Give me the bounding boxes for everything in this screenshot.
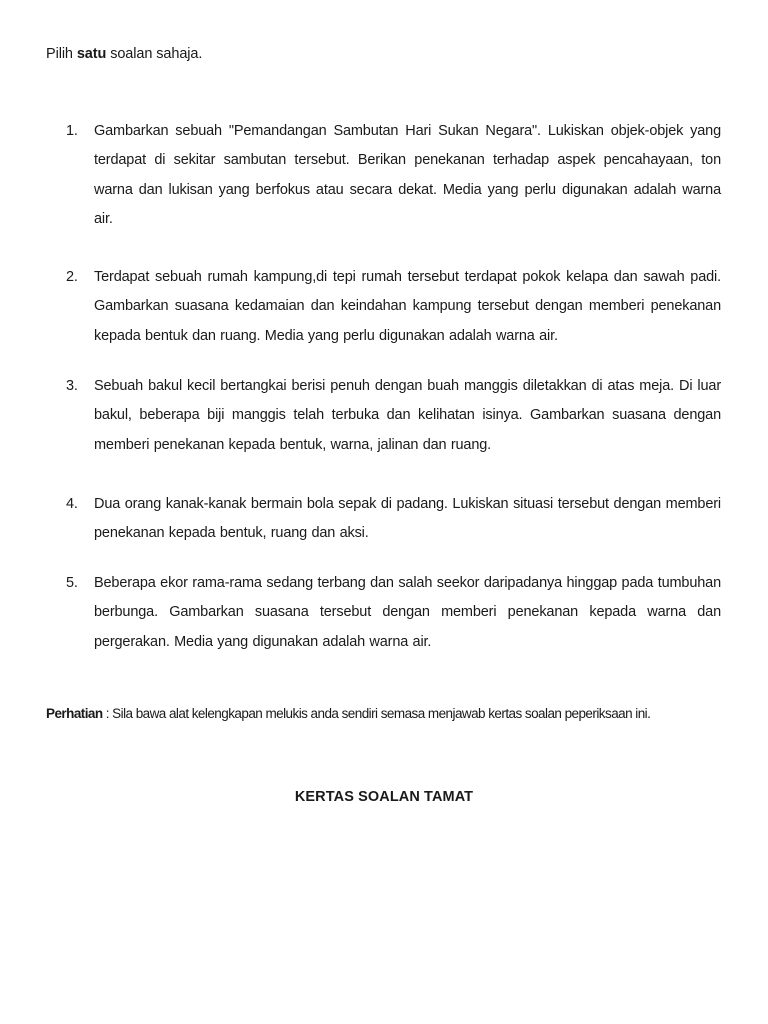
instruction-suffix: soalan sahaja. bbox=[106, 46, 203, 62]
question-2 bbox=[66, 263, 721, 351]
instruction-line bbox=[46, 44, 202, 64]
attention-note bbox=[46, 704, 650, 724]
question-text: Gambarkan sebuah "Pemandangan Sambutan Hari Sukan Negara". Lukiskan objek-objek yang terdapat di sekitar sambutan tersebut. Berikan penekanan terhadap aspek pencahayaan, ton warna dan lukisan yang berfokus atau secara dekat. Media yang perlu digunakan adalah warna air. bbox=[94, 123, 721, 227]
question-text: Beberapa ekor rama-rama sedang terbang dan salah seekor daripadanya hinggap pada tumbuhan berbunga. Gambarkan suasana tersebut dengan memberi penekanan kepada warna dan pergerakan. Media yang digunakan adalah warna air. bbox=[94, 575, 721, 650]
question-number: 3. bbox=[66, 378, 78, 394]
attention-text: : Sila bawa alat kelengkapan melukis anda sendiri semasa menjawab kertas soalan peperiksaan ini. bbox=[102, 706, 651, 721]
instruction-bold: satu bbox=[76, 46, 107, 62]
question-3 bbox=[66, 372, 721, 460]
question-number: 4. bbox=[66, 496, 78, 512]
question-text: Sebuah bakul kecil bertangkai berisi penuh dengan buah manggis diletakkan di atas meja. Di luar bakul, beberapa biji manggis telah terbuka dan kelihatan isinya. Gambarkan suasana dengan memberi penekanan kepada bentuk, warna, jalinan dan ruang. bbox=[94, 378, 721, 453]
question-text: Dua orang kanak-kanak bermain bola sepak di padang. Lukiskan situasi tersebut dengan memberi penekanan kepada bentuk, ruang dan aksi. bbox=[94, 496, 721, 542]
attention-label: Perhatian bbox=[46, 706, 103, 721]
question-number: 5. bbox=[66, 575, 78, 591]
instruction-prefix: Pilih bbox=[46, 46, 77, 62]
end-of-paper-title: KERTAS SOALAN TAMAT bbox=[294, 789, 474, 805]
question-5 bbox=[66, 569, 721, 657]
question-number: 1. bbox=[66, 123, 78, 139]
question-1 bbox=[66, 117, 721, 234]
question-4 bbox=[66, 490, 721, 549]
question-number: 2. bbox=[66, 269, 78, 285]
question-text: Terdapat sebuah rumah kampung,di tepi rumah tersebut terdapat pokok kelapa dan sawah padi. Gambarkan suasana kedamaian dan keindahan kampung tersebut dengan memberi penekanan kepada bentuk dan ruang. Media yang perlu digunakan adalah warna air. bbox=[94, 269, 721, 344]
